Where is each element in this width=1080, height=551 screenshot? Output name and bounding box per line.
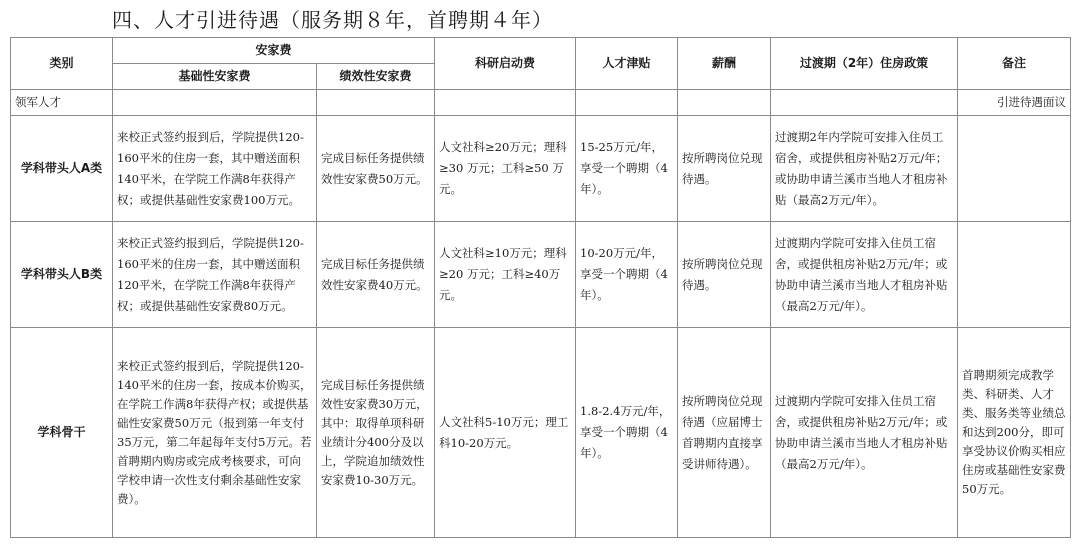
basic-settlement-cell: 来校正式签约报到后，学院提供120-140平米的住房一套，按成本价购买，在学院工作满8年获得产权；或提供基础性安家费50万元（报到第一年支付35万元，第二年起每年支付5万元。若首聘期内购房或完成考核要求，可向学校申请一次性支付剩余基础性安家费）。 <box>113 328 317 538</box>
salary-cell: 按所聘岗位兑现待遇。 <box>678 116 771 222</box>
row-category: 领军人才 <box>11 90 113 116</box>
remarks-cell <box>958 116 1071 222</box>
performance-settlement-cell: 完成目标任务提供绩效性安家费40万元。 <box>317 222 435 328</box>
performance-settlement-cell: 完成目标任务提供绩效性安家费30万元，其中：取得单项科研业绩计分400分及以上，学院追加绩效性安家费10-30万元。 <box>317 328 435 538</box>
salary-cell <box>678 90 771 116</box>
header-transition-housing: 过渡期（2年）住房政策 <box>771 38 958 90</box>
talent-allowance-cell: 1.8-2.4万元/年，享受一个聘期（4年）。 <box>576 328 678 538</box>
talent-allowance-cell: 10-20万元/年，享受一个聘期（4年）。 <box>576 222 678 328</box>
remarks-cell: 首聘期须完成教学类、科研类、人才类、服务类等业绩总和达到200分，即可享受协议价购买相应住房或基础性安家费50万元。 <box>958 328 1071 538</box>
basic-settlement-cell: 来校正式签约报到后，学院提供120-160平米的住房一套，其中赠送面积140平米，在学院工作满8年获得产权；或提供基础性安家费100万元。 <box>113 116 317 222</box>
talent-allowance-cell: 15-25万元/年，享受一个聘期（4年）。 <box>576 116 678 222</box>
talent-allowance-cell <box>576 90 678 116</box>
header-category: 类别 <box>11 38 113 90</box>
remarks-cell: 引进待遇面议 <box>958 90 1071 116</box>
transition-housing-cell <box>771 90 958 116</box>
row-category: 学科带头人A类 <box>11 116 113 222</box>
row-category: 学科骨干 <box>11 328 113 538</box>
table-row <box>11 328 1071 538</box>
header-research-startup: 科研启动费 <box>435 38 576 90</box>
transition-housing-cell: 过渡期内学院可安排入住员工宿舍，或提供租房补贴2万元/年；或协助申请兰溪市当地人才租房补贴（最高2万元/年）。 <box>771 222 958 328</box>
basic-settlement-cell <box>113 90 317 116</box>
page-title: 四、人才引进待遇（服务期８年，首聘期４年） <box>112 8 553 32</box>
table-row <box>11 222 1071 328</box>
salary-cell: 按所聘岗位兑现待遇（应届博士首聘期内直接享受讲师待遇）。 <box>678 328 771 538</box>
header-performance-settlement: 绩效性安家费 <box>317 64 435 90</box>
salary-cell: 按所聘岗位兑现待遇。 <box>678 222 771 328</box>
basic-settlement-cell: 来校正式签约报到后，学院提供120-160平米的住房一套，其中赠送面积120平米，在学院工作满8年获得产权；或提供基础性安家费80万元。 <box>113 222 317 328</box>
performance-settlement-cell: 完成目标任务提供绩效性安家费50万元。 <box>317 116 435 222</box>
remarks-cell <box>958 222 1071 328</box>
transition-housing-cell: 过渡期内学院可安排入住员工宿舍，或提供租房补贴2万元/年；或协助申请兰溪市当地人才租房补贴（最高2万元/年）。 <box>771 328 958 538</box>
research-startup-cell: 人文社科≥10万元；理科≥20 万元；工科≥40万元。 <box>435 222 576 328</box>
performance-settlement-cell <box>317 90 435 116</box>
research-startup-cell: 人文社科≥20万元；理科≥30 万元；工科≥50 万元。 <box>435 116 576 222</box>
header-talent-allowance: 人才津贴 <box>576 38 678 90</box>
header-salary: 薪酬 <box>678 38 771 90</box>
transition-housing-cell: 过渡期2年内学院可安排入住员工宿舍，或提供租房补贴2万元/年；或协助申请兰溪市当地人才租房补贴（最高2万元/年）。 <box>771 116 958 222</box>
header-remarks: 备注 <box>958 38 1071 90</box>
row-category: 学科带头人B类 <box>11 222 113 328</box>
table-row <box>11 116 1071 222</box>
header-basic-settlement: 基础性安家费 <box>113 64 317 90</box>
research-startup-cell <box>435 90 576 116</box>
research-startup-cell: 人文社科5-10万元；理工科10-20万元。 <box>435 328 576 538</box>
table-row <box>11 90 1071 116</box>
header-settlement: 安家费 <box>113 38 435 64</box>
talent-benefits-table <box>10 37 1071 538</box>
